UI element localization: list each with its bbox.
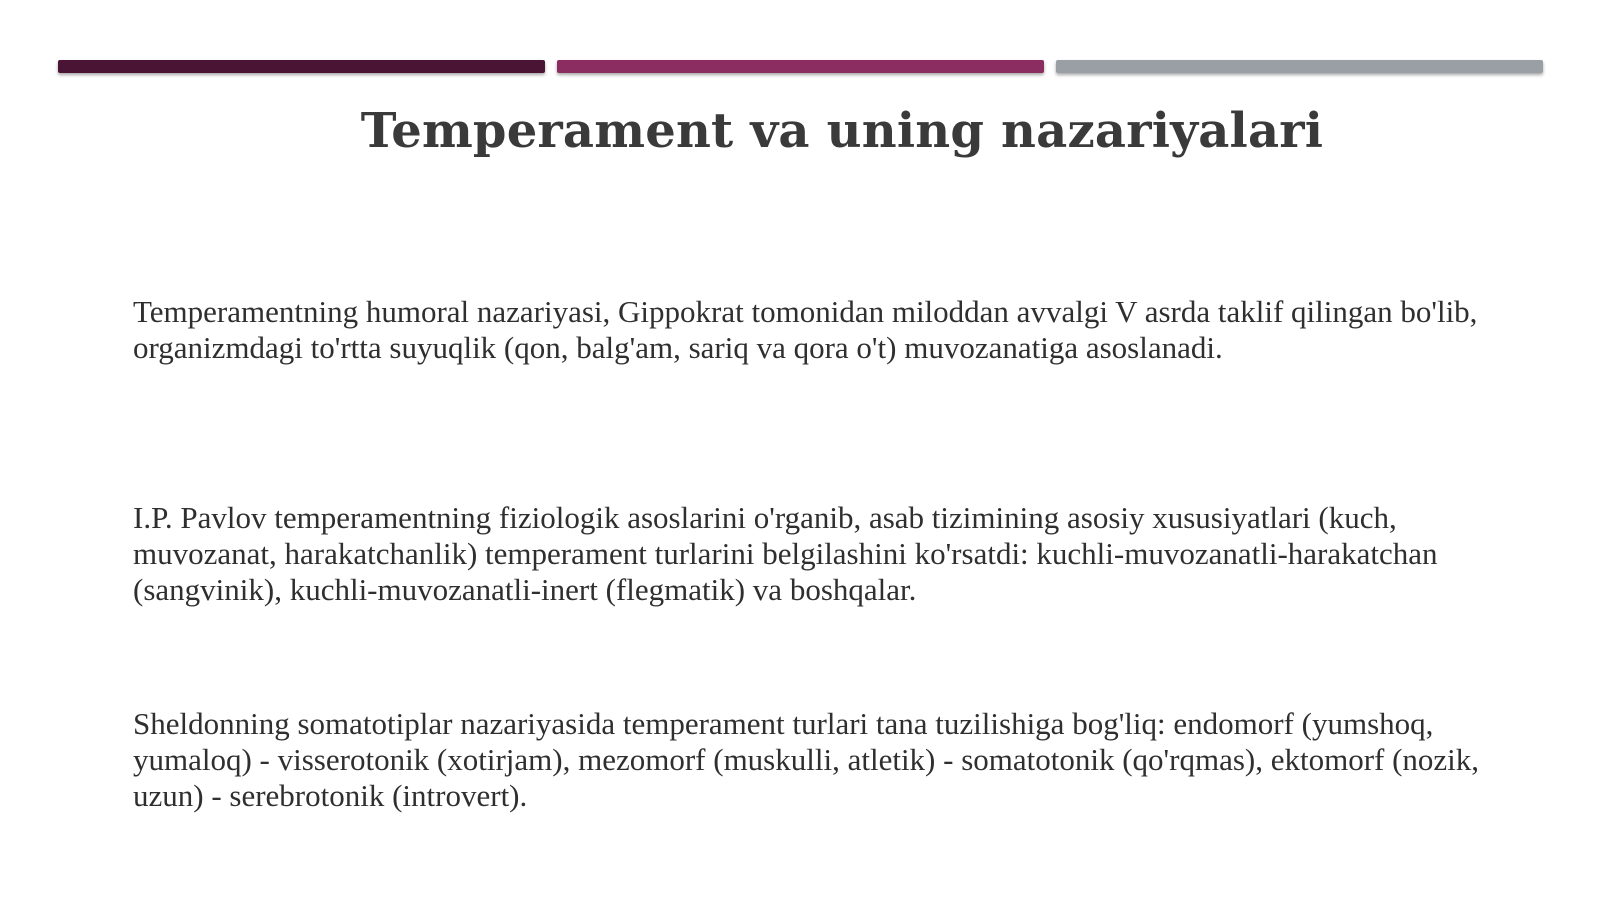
accent-bar-magenta [557, 60, 1044, 73]
accent-bar-gray [1056, 60, 1543, 73]
paragraph-sheldon-theory: Sheldonning somatotiplar nazariyasida temperament turlari tana tuzilishiga bog'liq: endomorf (yumshoq, yumaloq) - visserotonik (xotirjam), mezomorf (muskulli, atletik) - somatotonik (qo'rqmas), ektomorf (nozik, uzun) - serebrotonik (introvert). [133, 706, 1480, 813]
accent-bar-dark-maroon [58, 60, 545, 73]
paragraph-humoral-theory: Temperamentning humoral nazariyasi, Gippokrat tomonidan miloddan avvalgi V asrda taklif qilingan bo'lib, organizmdagi to'rtta suyuqlik (qon, balg'am, sariq va qora o't) muvozanatiga asoslanadi. [133, 294, 1478, 365]
slide-title: Temperament va uning nazariyalari [360, 103, 1324, 159]
paragraph-pavlov-theory: I.P. Pavlov temperamentning fiziologik asoslarini o'rganib, asab tizimining asosiy xususiyatlari (kuch, muvozanat, harakatchanlik) temperament turlarini belgilashini ko'rsatdi: kuchli-muvozanatli-harakatchan (sangvinik), kuchli-muvozanatli-inert (flegmatik) va boshqalar. [133, 500, 1438, 607]
